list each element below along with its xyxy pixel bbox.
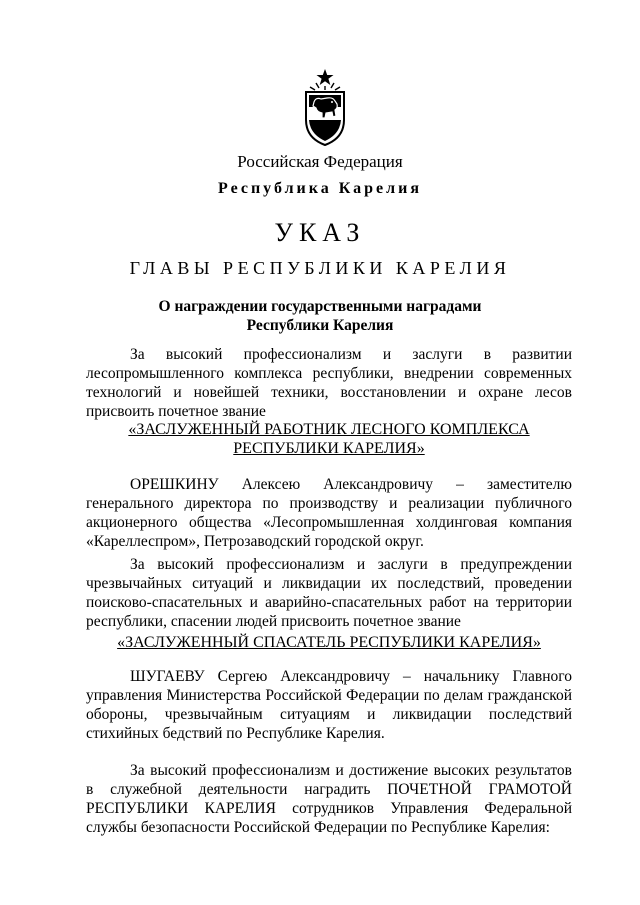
paragraph-fsb-award xyxy=(86,761,572,837)
header-republic: Республика Карелия xyxy=(218,180,422,197)
document-issuer: ГЛАВЫ РЕСПУБЛИКИ КАРЕЛИЯ xyxy=(129,258,511,278)
paragraph-oreshkin xyxy=(86,475,572,551)
paragraph-text: За высокий профессионализм и достижение высоких результатов в служебной деятельности наградить ПОЧЕТНОЙ ГРАМОТОЙ РЕСПУБЛИКИ КАРЕЛИЯ сотрудников Управления Федеральной службы безопасности Российской Федерации по Республике Карелия: xyxy=(86,762,572,836)
award-title-forestry xyxy=(86,420,572,458)
award-title-rescuer: «ЗАСЛУЖЕННЫЙ СПАСАТЕЛЬ РЕСПУБЛИКИ КАРЕЛИЯ» xyxy=(117,634,541,651)
paragraph-text: ОРЕШКИНУ Алексею Александровичу – заместителю генерального директора по производству и реализации публичного акционерного общества «Лесопромышленная холдинговая компания «Кареллеспром», Петрозаводский городской округ. xyxy=(86,476,572,550)
emblem-rays xyxy=(310,83,340,90)
karelia-coat-of-arms-icon xyxy=(302,68,348,146)
paragraph-text: За высокий профессионализм и заслуги в развитии лесопромышленного комплекса республики, внедрении современных технологий и новейшей техники, восстановлении и охране лесов присвоить почетное звание xyxy=(86,346,572,420)
paragraph-rescue-merit xyxy=(86,555,572,631)
subject-line-2: Республики Карелия xyxy=(246,317,394,334)
paragraph-shugaev xyxy=(86,667,572,743)
document-type: УКАЗ xyxy=(274,218,366,247)
document-subject xyxy=(0,297,640,335)
emblem-star xyxy=(317,69,334,85)
subject-line-1: О награждении государственными наградами xyxy=(158,298,482,315)
award-title-line-1: «ЗАСЛУЖЕННЫЙ РАБОТНИК ЛЕСНОГО КОМПЛЕКСА xyxy=(128,421,530,438)
header-country: Российская Федерация xyxy=(237,152,403,171)
paragraph-text: ШУГАЕВУ Сергею Александровичу – начальнику Главного управления Министерства Российской Федерации по делам гражданской обороны, чрезвычайным ситуациям и ликвидации последствий стихийных бедствий по Республике Карелия. xyxy=(86,668,572,742)
paragraph-forestry-merit xyxy=(86,345,572,421)
award-title-line-2: РЕСПУБЛИКИ КАРЕЛИЯ» xyxy=(233,440,425,457)
paragraph-text: За высокий профессионализм и заслуги в предупреждении чрезвычайных ситуаций и ликвидации их последствий, проведении поисково-спасательных и аварийно-спасательных работ на территории республики, спасении людей присвоить почетное звание xyxy=(86,556,572,630)
